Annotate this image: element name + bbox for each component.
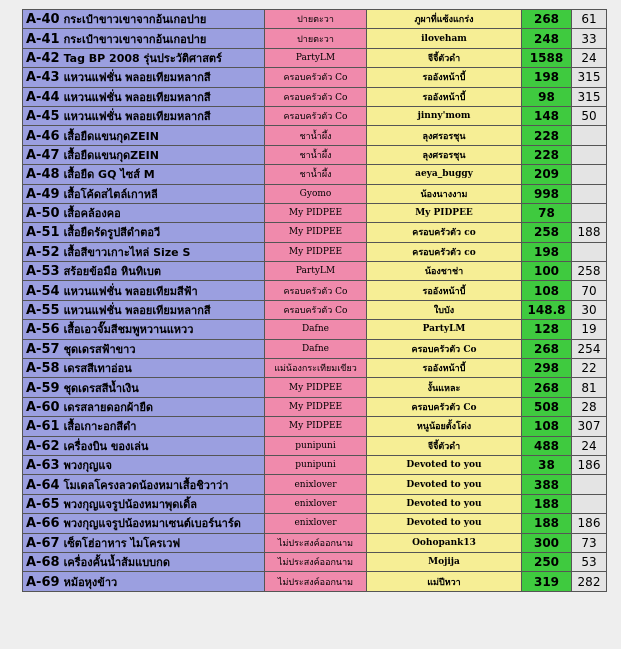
extra-number-cell: 307 — [572, 417, 607, 436]
item-cell — [23, 339, 265, 358]
table-row — [23, 262, 607, 281]
item-name: พวงกุญแจ — [63, 459, 112, 473]
price-cell: 250 — [522, 552, 572, 571]
item-name: เสื้อเกาะอกสีดำ — [63, 420, 137, 434]
table-row — [23, 455, 607, 474]
item-cell — [23, 417, 265, 436]
table-row — [23, 87, 607, 106]
extra-number-cell: 50 — [572, 106, 607, 125]
price-cell: 488 — [522, 436, 572, 455]
buyer-cell: PartyLM — [367, 320, 522, 339]
seller-cell: ชาน้ำผึ้ง — [265, 126, 367, 145]
table-row — [23, 68, 607, 87]
buyer-cell: Devoted to you — [367, 514, 522, 533]
extra-number-cell: 81 — [572, 378, 607, 397]
auction-results-table — [22, 9, 607, 592]
item-code: A-55 — [26, 303, 60, 319]
seller-cell: ชาน้ำผึ้ง — [265, 165, 367, 184]
buyer-cell: My PIDPEE — [367, 203, 522, 222]
item-name: เดรสลายดอกผ้ายืด — [63, 401, 154, 414]
extra-number-cell: 22 — [572, 359, 607, 378]
extra-number-cell: 53 — [572, 552, 607, 571]
item-cell — [23, 455, 265, 474]
item-cell — [23, 145, 265, 164]
seller-cell: My PIDPEE — [265, 223, 367, 242]
table-row — [23, 436, 607, 455]
table-row — [23, 475, 607, 494]
buyer-cell: jinny'mom — [367, 106, 522, 125]
price-cell: 319 — [522, 572, 572, 591]
item-name: เครื่องบิน ของเล่น — [63, 439, 149, 453]
item-name: เซ็ตโฮ่อาหาร ไมโครเวฟ — [63, 536, 181, 550]
buyer-cell: ลุงศรอรชุน — [367, 145, 522, 164]
buyer-cell: ครอบครัวตัว Co — [367, 397, 522, 416]
table-body — [23, 10, 607, 592]
seller-cell: ไม่ประสงค์ออกนาม — [265, 552, 367, 571]
seller-cell: My PIDPEE — [265, 397, 367, 416]
price-cell: 508 — [522, 397, 572, 416]
item-cell — [23, 359, 265, 378]
item-name: เสื้อคล้องคอ — [63, 207, 121, 221]
buyer-cell: ครอบครัวตัว Co — [367, 339, 522, 358]
price-cell: 78 — [522, 203, 572, 222]
item-cell — [23, 106, 265, 125]
table-row — [23, 184, 607, 203]
price-cell: 998 — [522, 184, 572, 203]
buyer-cell: Oohopank13 — [367, 533, 522, 552]
item-code: A-48 — [26, 167, 60, 183]
item-code: A-43 — [26, 70, 60, 86]
item-cell — [23, 10, 265, 29]
extra-number-cell — [572, 165, 607, 184]
extra-number-cell: 24 — [572, 436, 607, 455]
table-row — [23, 300, 607, 319]
item-name: ชุดเดรสสีน้ำเงิน — [63, 381, 139, 395]
extra-number-cell — [572, 126, 607, 145]
item-cell — [23, 203, 265, 222]
price-cell: 198 — [522, 68, 572, 87]
item-cell — [23, 533, 265, 552]
item-name: เครื่องคั้นน้ำส้มแบบกด — [63, 556, 170, 570]
seller-cell: แม่น้องกระเทียมเขียว — [265, 359, 367, 378]
item-code: A-46 — [26, 128, 60, 144]
extra-number-cell: 30 — [572, 300, 607, 319]
table-row — [23, 494, 607, 513]
table-row — [23, 145, 607, 164]
seller-cell: Dafne — [265, 339, 367, 358]
seller-cell: punipuni — [265, 455, 367, 474]
table-row — [23, 126, 607, 145]
item-name: เสื้อยืดรัดรูปสีดำตอวี — [63, 226, 161, 240]
item-name: เสื้อยืด GQ ไซส์ M — [63, 168, 155, 182]
seller-cell: ครอบครัวตัว Co — [265, 87, 367, 106]
item-code: A-51 — [26, 225, 60, 241]
seller-cell: PartyLM — [265, 48, 367, 67]
item-code: A-49 — [26, 186, 60, 202]
extra-number-cell: 258 — [572, 262, 607, 281]
item-cell — [23, 48, 265, 67]
table-row — [23, 203, 607, 222]
buyer-cell: ใบบัง — [367, 300, 522, 319]
item-name: เสื้อเอวจั๊มสีชมพูหวานแหวว — [63, 323, 194, 337]
extra-number-cell: 24 — [572, 48, 607, 67]
item-cell — [23, 436, 265, 455]
buyer-cell: งั้นแหละ — [367, 378, 522, 397]
buyer-cell: รออังหน้าบี้ — [367, 281, 522, 300]
buyer-cell: Mojija — [367, 552, 522, 571]
item-code: A-47 — [26, 147, 60, 163]
item-cell — [23, 262, 265, 281]
price-cell: 148.8 — [522, 300, 572, 319]
price-cell: 248 — [522, 29, 572, 48]
extra-number-cell: 254 — [572, 339, 607, 358]
table-row — [23, 339, 607, 358]
item-name: โมเดลโครงลวดน้องหมาเสื้อชิวาว่า — [63, 478, 229, 492]
seller-cell: ครอบครัวตัว Co — [265, 68, 367, 87]
buyer-cell: ลุงศรอรชุน — [367, 126, 522, 145]
table-row — [23, 572, 607, 591]
seller-cell: ครอบครัวตัว Co — [265, 106, 367, 125]
item-name: แหวนแฟชั่น พลอยเทียมหลากสี — [63, 110, 211, 124]
item-name: พวงกุญแจรูปน้องหมาเซนต์เบอร์นาร์ด — [63, 517, 241, 531]
price-cell: 108 — [522, 281, 572, 300]
seller-cell: enixlover — [265, 494, 367, 513]
item-code: A-65 — [26, 496, 60, 512]
item-name: กระเป๋าขาวเขาจากอ้นเกอปาย — [63, 13, 207, 27]
price-cell: 388 — [522, 475, 572, 494]
item-name: แหวนแฟชั่น พลอยเทียมหลากสี — [63, 71, 211, 85]
item-cell — [23, 165, 265, 184]
seller-cell: My PIDPEE — [265, 242, 367, 261]
item-name: แหวนแฟชั่น พลอยเทียมสีฟ้า — [63, 284, 198, 298]
buyer-cell: aeya_buggy — [367, 165, 522, 184]
item-name: สร้อยข้อมือ หินทิเบต — [63, 265, 161, 279]
price-cell: 298 — [522, 359, 572, 378]
table-row — [23, 514, 607, 533]
price-cell: 148 — [522, 106, 572, 125]
price-cell: 268 — [522, 10, 572, 29]
item-cell — [23, 320, 265, 339]
table-row — [23, 165, 607, 184]
seller-cell: ครอบครัวตัว Co — [265, 300, 367, 319]
extra-number-cell: 186 — [572, 514, 607, 533]
item-name: เดรสสีเทาอ่อน — [63, 362, 132, 376]
seller-cell: punipuni — [265, 436, 367, 455]
item-code: A-58 — [26, 361, 60, 377]
price-cell: 188 — [522, 514, 572, 533]
buyer-cell: Devoted to you — [367, 455, 522, 474]
buyer-cell: รออังหน้าบี้ — [367, 68, 522, 87]
item-cell — [23, 494, 265, 513]
extra-number-cell: 61 — [572, 10, 607, 29]
buyer-cell: ครอบครัวตัว co — [367, 223, 522, 242]
buyer-cell: รออังหน้าบี้ — [367, 359, 522, 378]
item-cell — [23, 281, 265, 300]
extra-number-cell — [572, 242, 607, 261]
item-code: A-61 — [26, 419, 60, 435]
item-name: แหวนแฟชั่น พลอยเทียมหลากสี — [63, 90, 211, 104]
seller-cell: ชาน้ำผึ้ง — [265, 145, 367, 164]
extra-number-cell: 19 — [572, 320, 607, 339]
table-row — [23, 48, 607, 67]
table-row — [23, 10, 607, 29]
item-code: A-45 — [26, 109, 60, 125]
extra-number-cell: 186 — [572, 455, 607, 474]
price-cell: 108 — [522, 417, 572, 436]
extra-number-cell: 70 — [572, 281, 607, 300]
price-cell: 300 — [522, 533, 572, 552]
item-name: แหวนแฟชั่น พลอยเทียมหลากสี — [63, 304, 211, 318]
item-code: A-59 — [26, 380, 60, 396]
table-row — [23, 29, 607, 48]
item-code: A-56 — [26, 322, 60, 338]
price-cell: 258 — [522, 223, 572, 242]
table-row — [23, 320, 607, 339]
seller-cell: PartyLM — [265, 262, 367, 281]
extra-number-cell: 73 — [572, 533, 607, 552]
item-name: กระเป๋าขาวเขาจากอ้นเกอปาย — [63, 32, 207, 46]
seller-cell: ครอบครัวตัว Co — [265, 281, 367, 300]
item-cell — [23, 184, 265, 203]
table-row — [23, 417, 607, 436]
item-code: A-63 — [26, 458, 60, 474]
item-code: A-68 — [26, 555, 60, 571]
extra-number-cell: 33 — [572, 29, 607, 48]
table-row — [23, 378, 607, 397]
price-cell: 1588 — [522, 48, 572, 67]
price-cell: 128 — [522, 320, 572, 339]
table-row — [23, 533, 607, 552]
buyer-cell: จีจี้ตัวดำ — [367, 436, 522, 455]
item-cell — [23, 29, 265, 48]
buyer-cell: iloveham — [367, 29, 522, 48]
price-cell: 198 — [522, 242, 572, 261]
item-name: เสื้อยืดแขนกุดZEIN — [63, 148, 159, 162]
item-name: หม้อหุงข้าว — [63, 575, 118, 589]
item-name: เสื้อสีขาวเกาะไหล่ Size S — [63, 245, 191, 259]
extra-number-cell — [572, 203, 607, 222]
seller-cell: ไม่ประสงค์ออกนาม — [265, 572, 367, 591]
buyer-cell: แม่ปีหวา — [367, 572, 522, 591]
item-code: A-62 — [26, 438, 60, 454]
buyer-cell: จีจี้ตัวดำ — [367, 48, 522, 67]
item-name: เสื้อโค้ดสไตล์เกาหลี — [63, 187, 158, 201]
item-name: ชุดเดรสฟ้าขาว — [63, 342, 136, 356]
extra-number-cell — [572, 494, 607, 513]
buyer-cell: Devoted to you — [367, 494, 522, 513]
seller-cell: ปายตะวา — [265, 29, 367, 48]
buyer-cell: น้องชาช่า — [367, 262, 522, 281]
price-cell: 268 — [522, 378, 572, 397]
price-cell: 228 — [522, 145, 572, 164]
table-row — [23, 552, 607, 571]
item-code: A-54 — [26, 283, 60, 299]
item-name: Tag BP 2008 รุ่นประวัติศาสตร์ — [63, 51, 222, 65]
price-cell: 100 — [522, 262, 572, 281]
price-cell: 38 — [522, 455, 572, 474]
table-row — [23, 359, 607, 378]
item-cell — [23, 552, 265, 571]
extra-number-cell: 315 — [572, 68, 607, 87]
buyer-cell: หนูน้อยตั้งโด่ง — [367, 417, 522, 436]
seller-cell: Gyomo — [265, 184, 367, 203]
buyer-cell: Devoted to you — [367, 475, 522, 494]
item-code: A-44 — [26, 89, 60, 105]
price-cell: 188 — [522, 494, 572, 513]
price-cell: 228 — [522, 126, 572, 145]
item-cell — [23, 242, 265, 261]
item-cell — [23, 514, 265, 533]
item-cell — [23, 126, 265, 145]
extra-number-cell: 28 — [572, 397, 607, 416]
extra-number-cell: 188 — [572, 223, 607, 242]
item-cell — [23, 223, 265, 242]
item-cell — [23, 572, 265, 591]
item-code: A-66 — [26, 516, 60, 532]
item-name: เสื้อยืดแขนกุดZEIN — [63, 129, 159, 143]
buyer-cell: ครอบครัวตัว co — [367, 242, 522, 261]
item-code: A-42 — [26, 50, 60, 66]
extra-number-cell — [572, 475, 607, 494]
price-cell: 268 — [522, 339, 572, 358]
item-code: A-53 — [26, 264, 60, 280]
seller-cell: My PIDPEE — [265, 378, 367, 397]
item-code: A-50 — [26, 206, 60, 222]
table-row — [23, 223, 607, 242]
item-code: A-40 — [26, 12, 60, 28]
seller-cell: My PIDPEE — [265, 203, 367, 222]
table-row — [23, 281, 607, 300]
seller-cell: Dafne — [265, 320, 367, 339]
item-cell — [23, 300, 265, 319]
item-name: พวงกุญแจรูปน้องหมาพุดเดิ้ล — [63, 497, 198, 511]
item-code: A-69 — [26, 574, 60, 590]
item-code: A-52 — [26, 244, 60, 260]
item-cell — [23, 87, 265, 106]
item-code: A-57 — [26, 341, 60, 357]
table-row — [23, 397, 607, 416]
seller-cell: enixlover — [265, 514, 367, 533]
item-code: A-64 — [26, 477, 60, 493]
price-cell: 209 — [522, 165, 572, 184]
extra-number-cell — [572, 184, 607, 203]
item-cell — [23, 397, 265, 416]
table-row — [23, 242, 607, 261]
item-cell — [23, 475, 265, 494]
buyer-cell: ภูผาที่แซ้งแกร่ง — [367, 10, 522, 29]
buyer-cell: รออังหน้าบี้ — [367, 87, 522, 106]
table-row — [23, 106, 607, 125]
seller-cell: ไม่ประสงค์ออกนาม — [265, 533, 367, 552]
item-code: A-41 — [26, 31, 60, 47]
item-cell — [23, 68, 265, 87]
extra-number-cell: 315 — [572, 87, 607, 106]
auction-results-sheet — [22, 9, 606, 592]
extra-number-cell: 282 — [572, 572, 607, 591]
item-cell — [23, 378, 265, 397]
item-code: A-60 — [26, 400, 60, 415]
seller-cell: ปายตะวา — [265, 10, 367, 29]
seller-cell: enixlover — [265, 475, 367, 494]
price-cell: 98 — [522, 87, 572, 106]
seller-cell: My PIDPEE — [265, 417, 367, 436]
extra-number-cell — [572, 145, 607, 164]
item-code: A-67 — [26, 535, 60, 551]
buyer-cell: น้องนางงาม — [367, 184, 522, 203]
